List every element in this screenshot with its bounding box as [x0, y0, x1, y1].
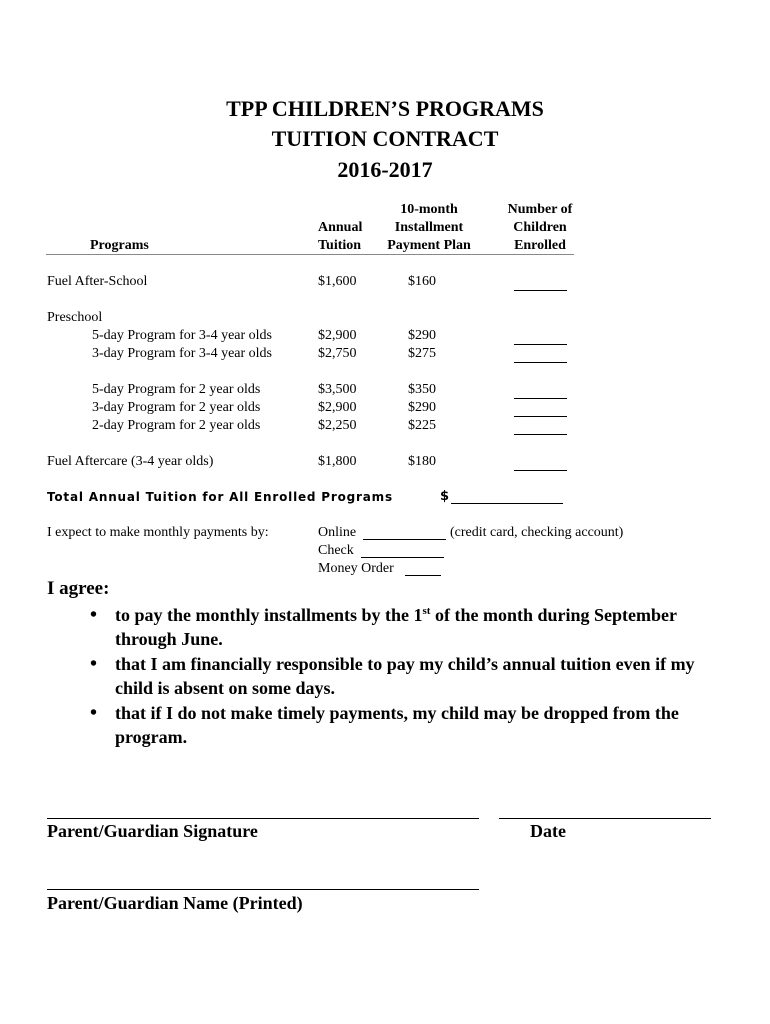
annual-tuition: $1,800	[318, 454, 357, 469]
header-annual-2: Tuition	[318, 238, 362, 253]
table-row: 2-day Program for 2 year olds	[92, 418, 261, 433]
installment-amount: $180	[408, 454, 436, 469]
agree-item-2: that I am financially responsible to pay my child’s annual tuition even if my child is absent on some days.	[115, 654, 695, 698]
agree-item-3: that if I do not make timely payments, my child may be dropped from the program.	[115, 703, 679, 747]
enrolled-count-field[interactable]	[514, 469, 567, 471]
table-row: 3-day Program for 3-4 year olds	[92, 346, 273, 361]
annual-tuition: $2,900	[318, 328, 357, 343]
online-field[interactable]	[363, 538, 446, 540]
annual-tuition: $2,250	[318, 418, 357, 433]
payment-option-check: Check	[318, 543, 354, 558]
enrolled-count-field[interactable]	[514, 343, 567, 345]
title-line-2: TUITION CONTRACT	[271, 126, 499, 151]
date-line[interactable]	[499, 818, 711, 819]
signature-label: Parent/Guardian Signature	[47, 821, 258, 841]
check-field[interactable]	[361, 556, 444, 558]
bullet-icon: •	[90, 653, 98, 675]
enrolled-count-field[interactable]	[514, 397, 567, 399]
payment-option-online: Online	[318, 525, 357, 540]
header-divider	[46, 254, 574, 255]
printed-name-label: Parent/Guardian Name (Printed)	[47, 893, 303, 913]
title-line-1: TPP CHILDREN’S PROGRAMS	[226, 96, 544, 121]
agree-heading: I agree:	[47, 578, 110, 599]
annual-tuition: $1,600	[318, 274, 357, 289]
title-line-3: 2016-2017	[337, 157, 433, 182]
enrolled-count-field[interactable]	[514, 433, 567, 435]
bullet-icon: •	[90, 604, 98, 626]
header-annual-1: Annual	[318, 220, 363, 235]
installment-amount: $290	[408, 328, 436, 343]
installment-amount: $275	[408, 346, 436, 361]
installment-amount: $160	[408, 274, 436, 289]
enrolled-count-field[interactable]	[514, 415, 567, 417]
table-row: Fuel After-School	[47, 274, 148, 289]
total-label: Total Annual Tuition for All Enrolled Programs	[47, 490, 393, 504]
bullet-icon: •	[90, 702, 98, 724]
signature-line[interactable]	[47, 818, 479, 819]
table-row: 5-day Program for 3-4 year olds	[92, 328, 273, 343]
payment-prompt: I expect to make monthly payments by:	[47, 525, 269, 540]
header-plan-2: Installment	[394, 220, 464, 235]
enrolled-count-field[interactable]	[514, 289, 567, 291]
header-programs: Programs	[90, 238, 149, 253]
table-row: 5-day Program for 2 year olds	[92, 382, 261, 397]
header-number-3: Enrolled	[514, 238, 566, 253]
header-plan-3: Payment Plan	[387, 238, 471, 253]
table-row: 3-day Program for 2 year olds	[92, 400, 261, 415]
installment-amount: $290	[408, 400, 436, 415]
date-label: Date	[530, 821, 566, 841]
header-number-1: Number of	[507, 202, 573, 217]
installment-amount: $225	[408, 418, 436, 433]
payment-option-money-order: Money Order	[318, 561, 394, 576]
online-note: (credit card, checking account)	[450, 525, 624, 540]
table-row: Fuel Aftercare (3-4 year olds)	[47, 454, 214, 469]
header-plan-1: 10-month	[400, 202, 458, 217]
header-number-2: Children	[513, 220, 567, 235]
total-tuition-field[interactable]	[451, 502, 563, 504]
annual-tuition: $3,500	[318, 382, 357, 397]
enrolled-count-field[interactable]	[514, 361, 567, 363]
money-order-field[interactable]	[405, 574, 441, 576]
section-label-preschool: Preschool	[47, 310, 103, 325]
annual-tuition: $2,750	[318, 346, 357, 361]
installment-amount: $350	[408, 382, 436, 397]
annual-tuition: $2,900	[318, 400, 357, 415]
total-currency: $	[440, 489, 450, 504]
printed-name-line[interactable]	[47, 889, 479, 890]
agree-item-1: to pay the monthly installments by the 1st of the month during September through June.	[115, 605, 677, 649]
